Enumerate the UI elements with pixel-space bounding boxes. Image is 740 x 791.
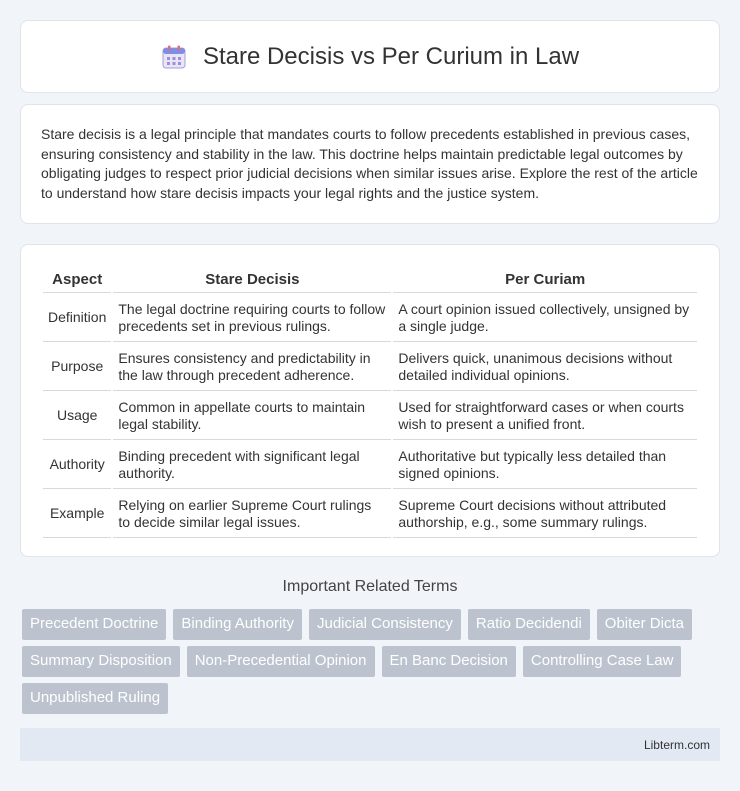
related-terms-tags [22,609,722,713]
tag-non-precedential-opinion[interactable]: Non-Precedential Opinion [187,646,375,677]
row-aspect: Definition [43,295,111,342]
tag-ratio-decidendi[interactable]: Ratio Decidendi [468,609,590,640]
row-aspect: Usage [43,393,111,440]
row-stare-decisis: Ensures consistency and predictability in the law through precedent adherence. [113,344,391,391]
row-aspect: Purpose [43,344,111,391]
intro-paragraph: Stare decisis is a legal principle that mandates courts to follow precedents established in previous cases, ensuring consistency and stability in the law. This doctrine helps maintain predictable legal outcomes by obligating judges to respect prior judicial decisions when similar issues arise. Explore the rest of the article to understand how stare decisis impacts your legal rights and the justice system. [41,126,698,201]
tag-unpublished-ruling[interactable]: Unpublished Ruling [22,683,168,714]
comparison-card [20,244,720,557]
row-stare-decisis: Binding precedent with significant legal authority. [113,442,391,489]
header-card [20,20,720,93]
comparison-table [41,265,699,540]
row-stare-decisis: Relying on earlier Supreme Court rulings to decide similar legal issues. [113,491,391,538]
row-per-curiam: Supreme Court decisions without attributed authorship, e.g., some summary rulings. [393,491,697,538]
table-row [43,295,697,342]
row-per-curiam: Used for straightforward cases or when courts wish to present a unified front. [393,393,697,440]
title-wrap [161,43,579,71]
table-row [43,442,697,489]
table-row [43,344,697,391]
row-per-curiam: Delivers quick, unanimous decisions without detailed individual opinions. [393,344,697,391]
tag-obiter-dicta[interactable]: Obiter Dicta [597,609,692,640]
row-stare-decisis: Common in appellate courts to maintain legal stability. [113,393,391,440]
related-terms-title: Important Related Terms [282,578,458,595]
row-per-curiam: A court opinion issued collectively, unsigned by a single judge. [393,295,697,342]
calendar-icon [161,44,187,70]
tag-en-banc-decision[interactable]: En Banc Decision [382,646,516,677]
page-title: Stare Decisis vs Per Curium in Law [202,42,580,70]
tag-binding-authority[interactable]: Binding Authority [173,609,302,640]
table-row [43,393,697,440]
table-header-row [43,267,697,293]
intro-card [20,104,720,224]
footer-site-link[interactable]: Libterm.com [643,737,710,752]
tag-summary-disposition[interactable]: Summary Disposition [22,646,180,677]
tag-judicial-consistency[interactable]: Judicial Consistency [309,609,461,640]
header-stare-decisis: Stare Decisis [113,267,391,293]
row-aspect: Authority [43,442,111,489]
row-per-curiam: Authoritative but typically less detailed than signed opinions. [393,442,697,489]
row-aspect: Example [43,491,111,538]
row-stare-decisis: The legal doctrine requiring courts to follow precedents set in previous rulings. [113,295,391,342]
header-aspect: Aspect [43,267,111,293]
footer [20,728,720,761]
table-row [43,491,697,538]
tag-controlling-case-law[interactable]: Controlling Case Law [523,646,682,677]
header-per-curiam: Per Curiam [393,267,697,293]
tag-precedent-doctrine[interactable]: Precedent Doctrine [22,609,166,640]
